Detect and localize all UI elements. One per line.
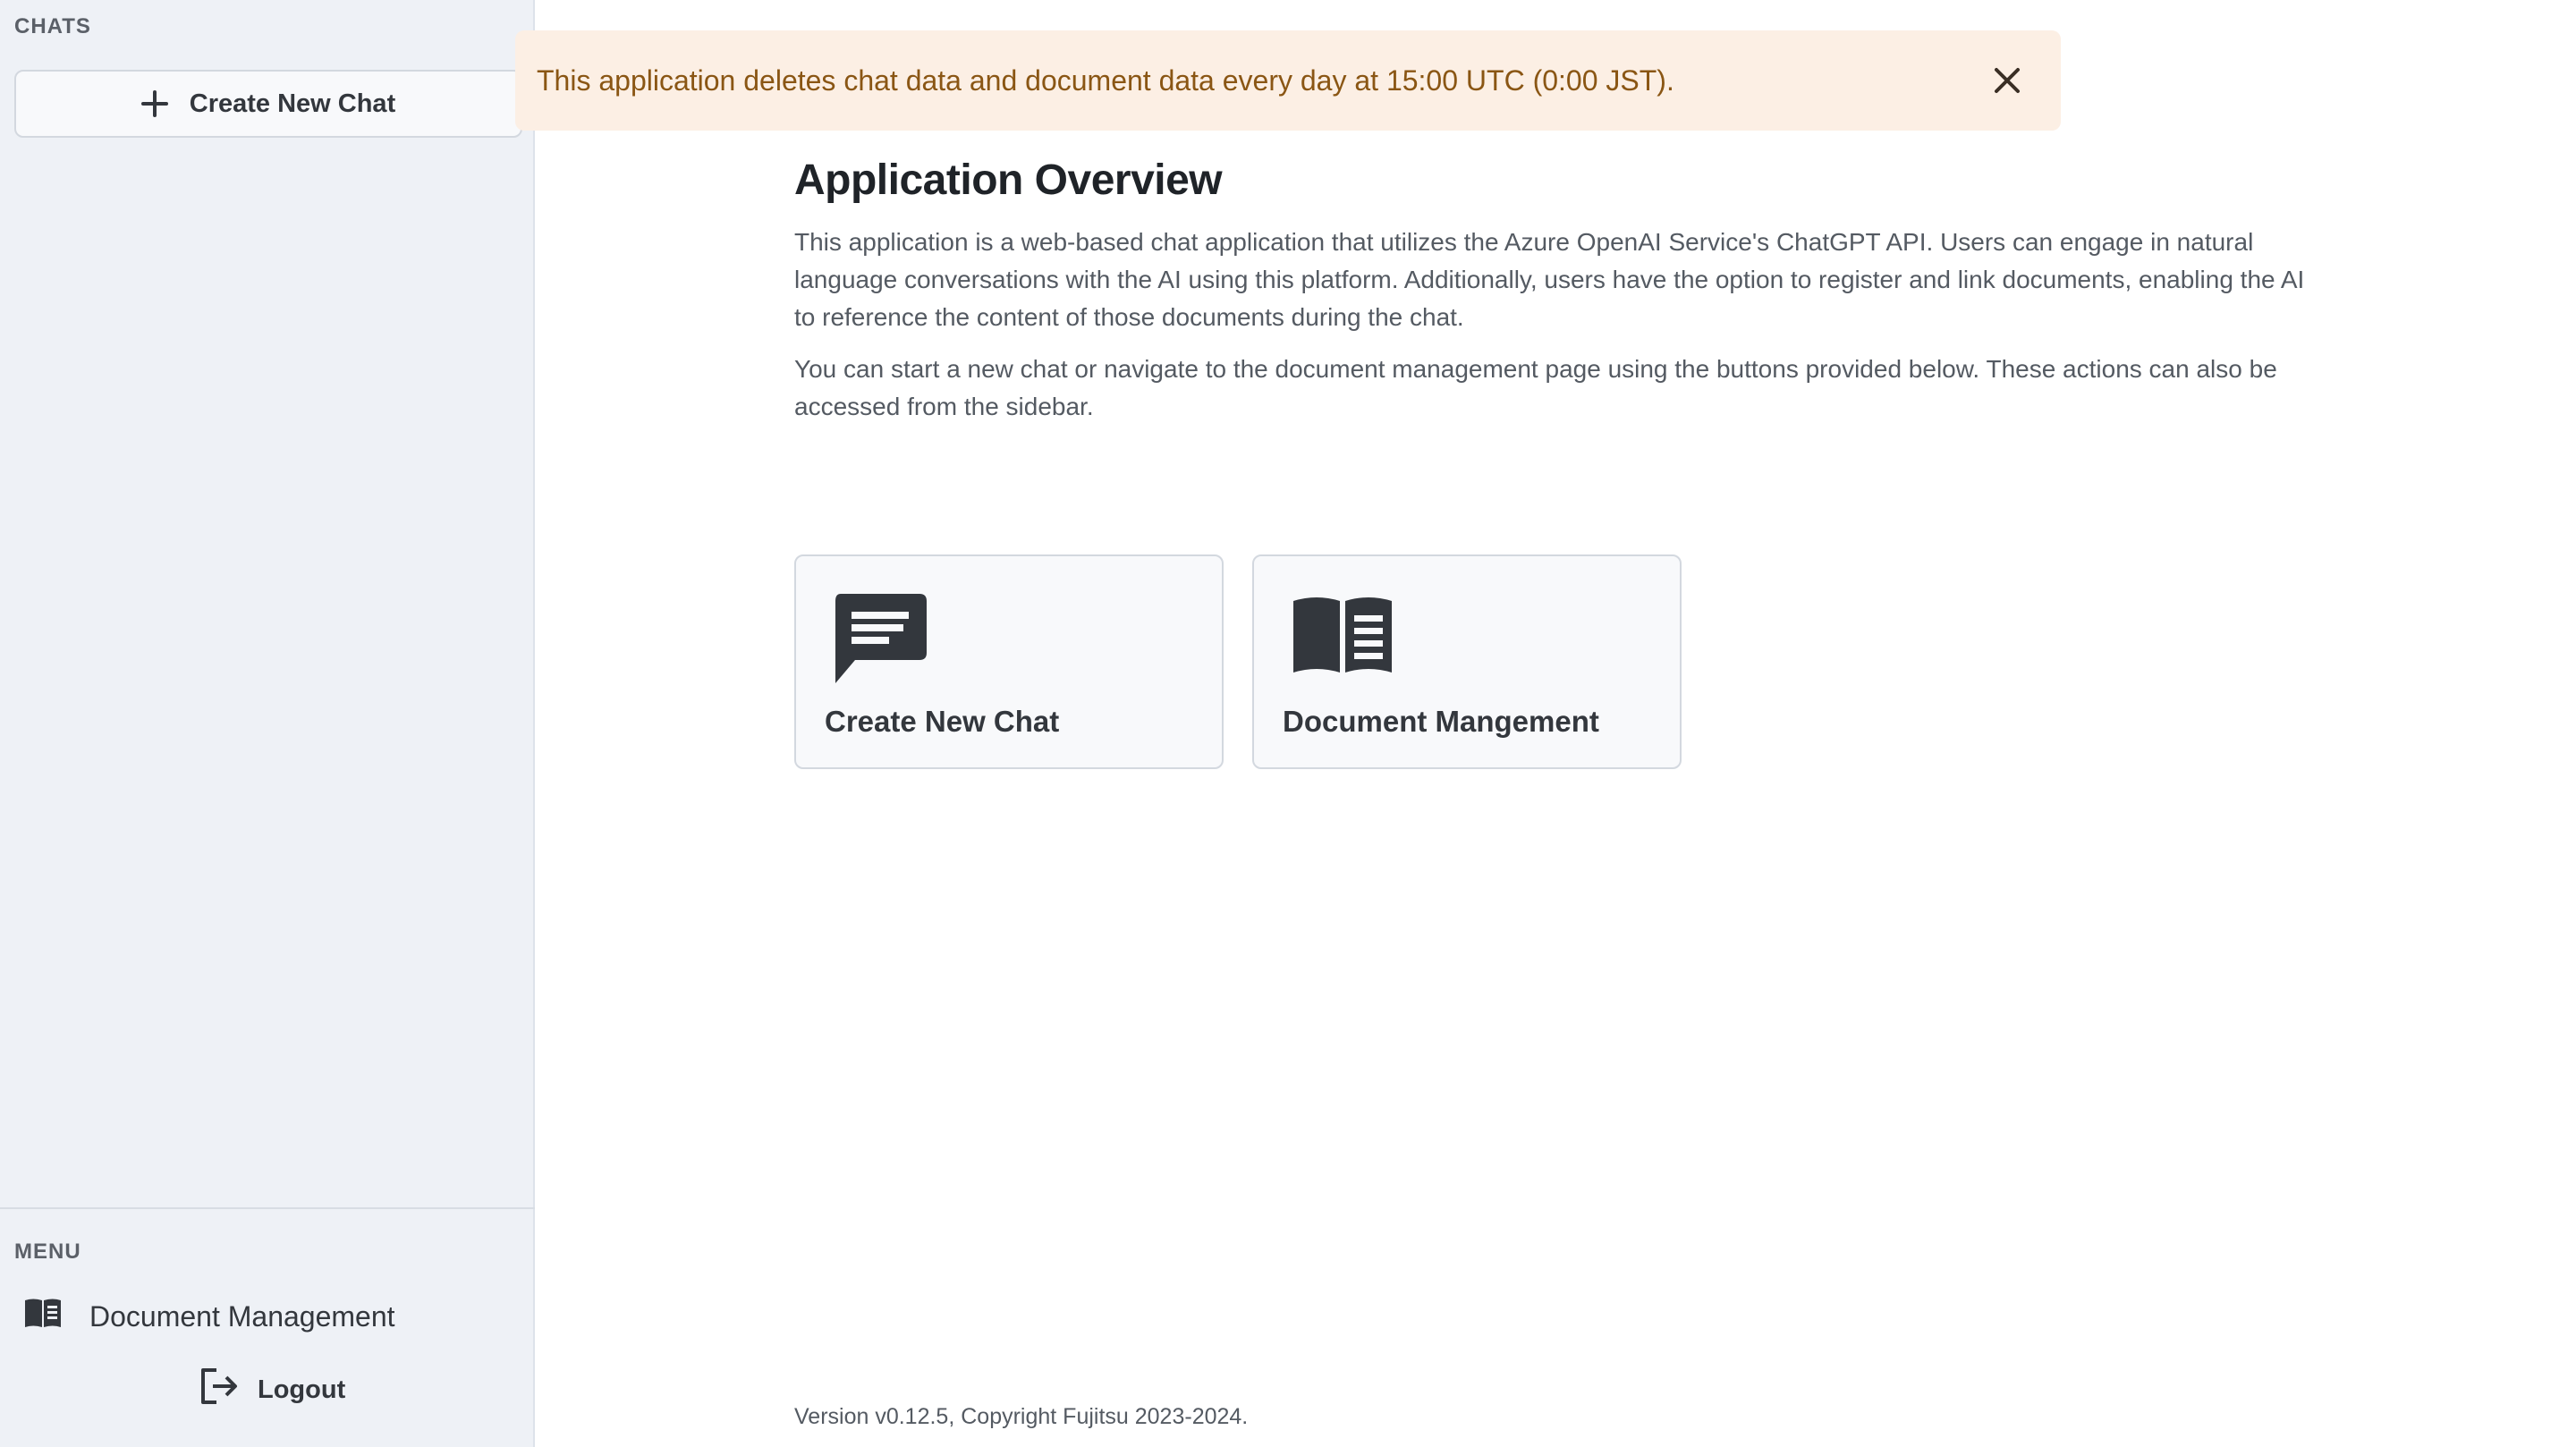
create-new-chat-card[interactable] <box>794 554 1224 769</box>
menu-section-label: MENU <box>14 1240 81 1264</box>
document-management-card-label: Document Mangement <box>1283 705 1599 738</box>
create-new-chat-card-label: Create New Chat <box>825 705 1060 738</box>
version-footer: Version v0.12.5, Copyright Fujitsu 2023-2024. <box>794 1404 1249 1429</box>
sidebar <box>0 0 535 1447</box>
instructions-paragraph: You can start a new chat or navigate to the document management page using the buttons provided below. These actions can also be accessed from the sidebar. <box>794 355 2277 420</box>
plus-icon <box>141 90 168 117</box>
alert-message: This application deletes chat data and document data every day at 15:00 UTC (0:00 JST). <box>537 63 1674 97</box>
sidebar-divider <box>0 1207 535 1209</box>
sidebar-item-document-management[interactable] <box>23 1293 395 1340</box>
page-title: Application Overview <box>794 157 1223 204</box>
data-deletion-alert <box>515 30 2061 131</box>
sidebar-item-label: Document Management <box>89 1299 395 1333</box>
overview-paragraph: This application is a web-based chat application that utilizes the Azure OpenAI Service's ChatGPT API. Users can engage in natural language conversations with the AI using this platform. Additionally, users have the option to register and link documents, enabling the AI to reference the content of those documents during the chat. <box>794 228 2305 331</box>
close-icon[interactable] <box>1991 64 2023 97</box>
logout-label: Logout <box>258 1375 346 1404</box>
logout-icon <box>199 1367 238 1412</box>
logout-button[interactable] <box>199 1367 345 1413</box>
chat-bubble-icon <box>834 594 927 690</box>
book-icon <box>23 1297 63 1336</box>
book-icon <box>1292 594 1394 679</box>
document-management-card[interactable] <box>1252 554 1682 769</box>
sidebar-create-new-chat-button[interactable] <box>14 70 522 138</box>
chats-section-label: CHATS <box>14 14 91 38</box>
sidebar-create-new-chat-label: Create New Chat <box>189 89 396 118</box>
